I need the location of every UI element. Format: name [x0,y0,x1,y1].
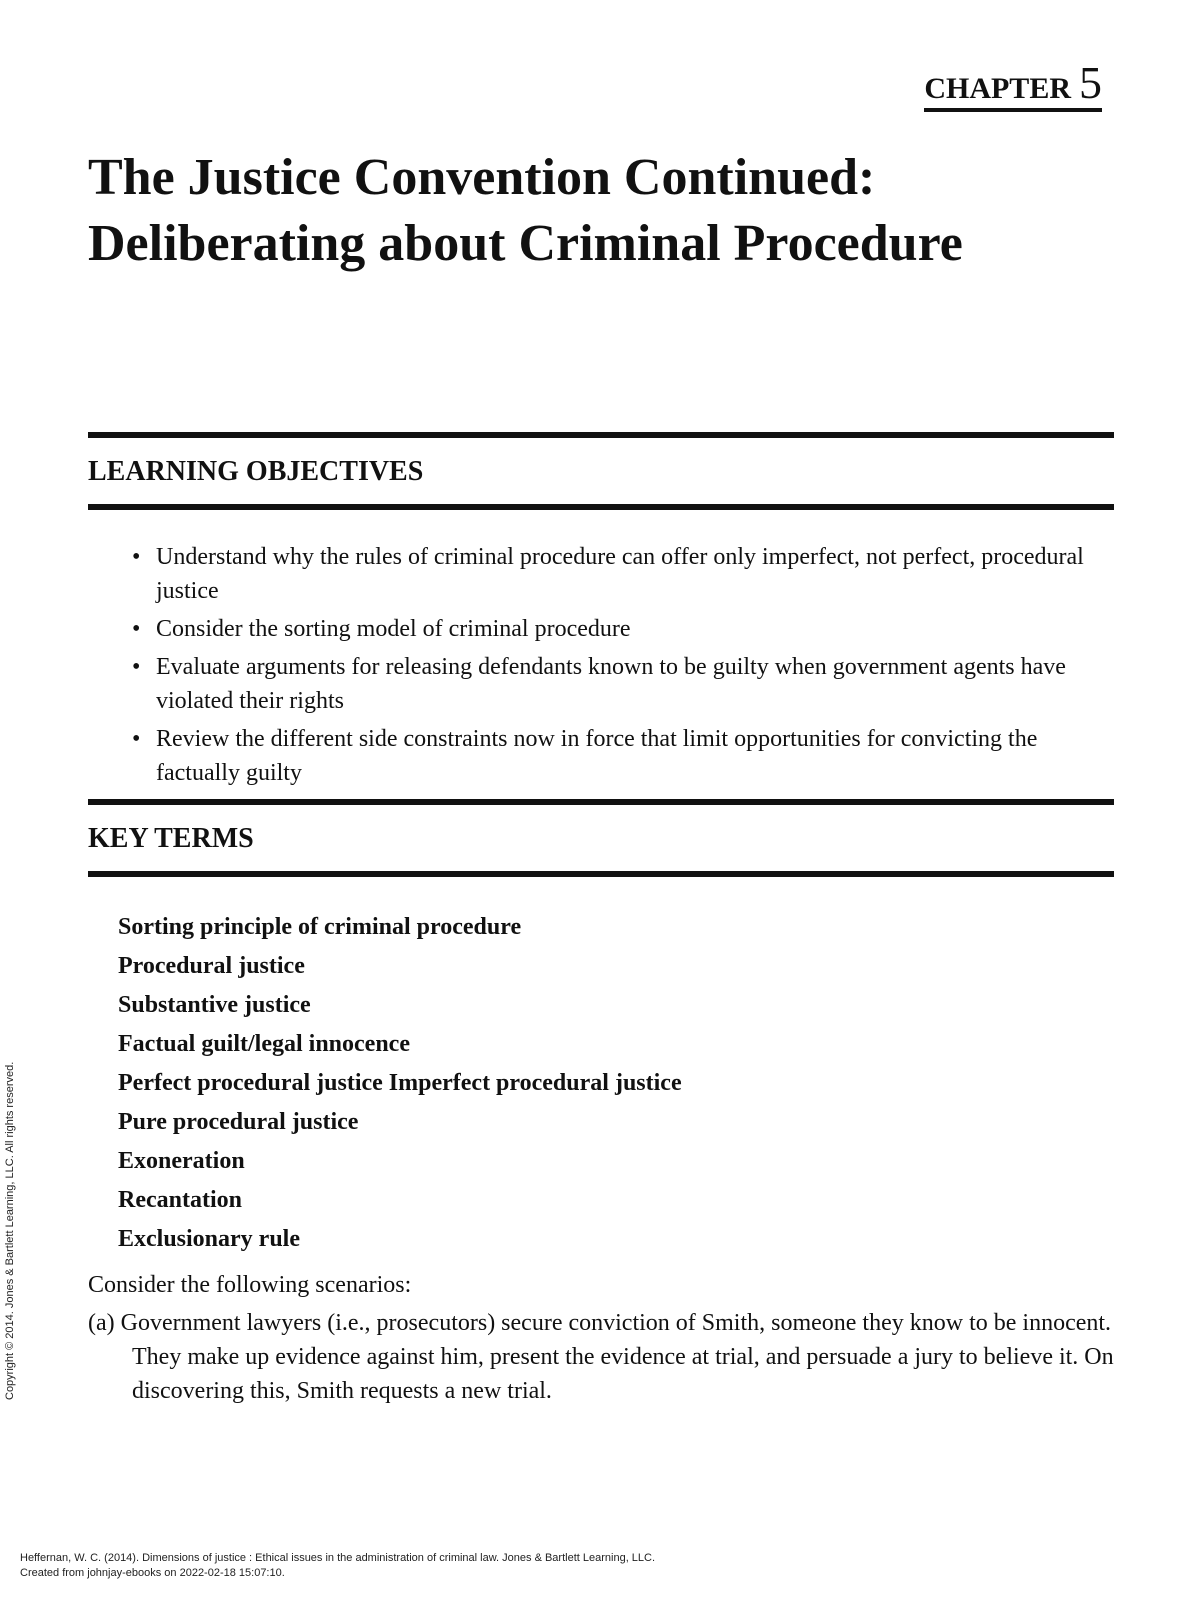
bullet-icon: • [132,654,141,680]
rule-bottom-key-terms [88,871,1114,877]
learning-objectives-heading: LEARNING OBJECTIVES [88,456,424,487]
objective-text: Evaluate arguments for releasing defendants known to be guilty when government agents have violated their rights [156,654,1066,714]
side-copyright-notice: Copyright © 2014. Jones & Bartlett Learning, LLC. All rights reserved. [4,1061,16,1400]
chapter-number: 5 [1079,57,1102,108]
bullet-icon: • [132,616,141,642]
objective-text: Consider the sorting model of criminal procedure [156,616,631,642]
bullet-icon: • [132,726,141,752]
objective-item [128,722,1118,790]
key-term: Exoneration [118,1148,245,1174]
chapter-title-line-1: The Justice Convention Continued: [88,149,876,206]
objective-item [128,650,1118,718]
key-term: Recantation [118,1187,242,1213]
chapter-title-line-2: Deliberating about Criminal Procedure [88,215,963,272]
learning-objectives-list [128,540,1118,794]
objective-item [128,612,1118,646]
key-term: Pure procedural justice [118,1109,359,1135]
key-term: Perfect procedural justice Imperfect procedural justice [118,1070,682,1096]
chapter-word: CHAPTER [924,72,1071,105]
key-term: Exclusionary rule [118,1226,301,1252]
bullet-icon: • [132,544,141,570]
key-term: Sorting principle of criminal procedure [118,914,522,940]
scenarios-intro: Consider the following scenarios: [88,1272,412,1298]
key-terms-heading: KEY TERMS [88,823,254,854]
key-term: Substantive justice [118,992,311,1018]
rule-top-key-terms [88,799,1114,805]
scenario-a: (a) Government lawyers (i.e., prosecutors) secure conviction of Smith, someone they know to be innocent. They make up evidence against him, present the evidence at trial, and persuade a jury to believe it. On discovering this, Smith requests a new trial. [88,1310,1114,1404]
objective-text: Review the different side constraints now in force that limit opportunities for convicting the factually guilty [156,726,1038,786]
rule-top-learning-objectives [88,432,1114,438]
chapter-title [88,145,1118,277]
key-terms-list [118,908,682,1259]
key-term: Procedural justice [118,953,305,979]
rule-bottom-learning-objectives [88,504,1114,510]
objective-item [128,540,1118,608]
key-term: Factual guilt/legal innocence [118,1031,410,1057]
footer-created: Created from johnjay-ebooks on 2022-02-18 15:07:10. [20,1567,285,1579]
citation-footer [20,1551,655,1581]
objective-text: Understand why the rules of criminal procedure can offer only imperfect, not perfect, procedural justice [156,544,1084,604]
chapter-label [924,57,1102,112]
footer-citation: Heffernan, W. C. (2014). Dimensions of justice : Ethical issues in the administration of criminal law. Jones & Bartlett Learning, LLC. [20,1552,656,1564]
